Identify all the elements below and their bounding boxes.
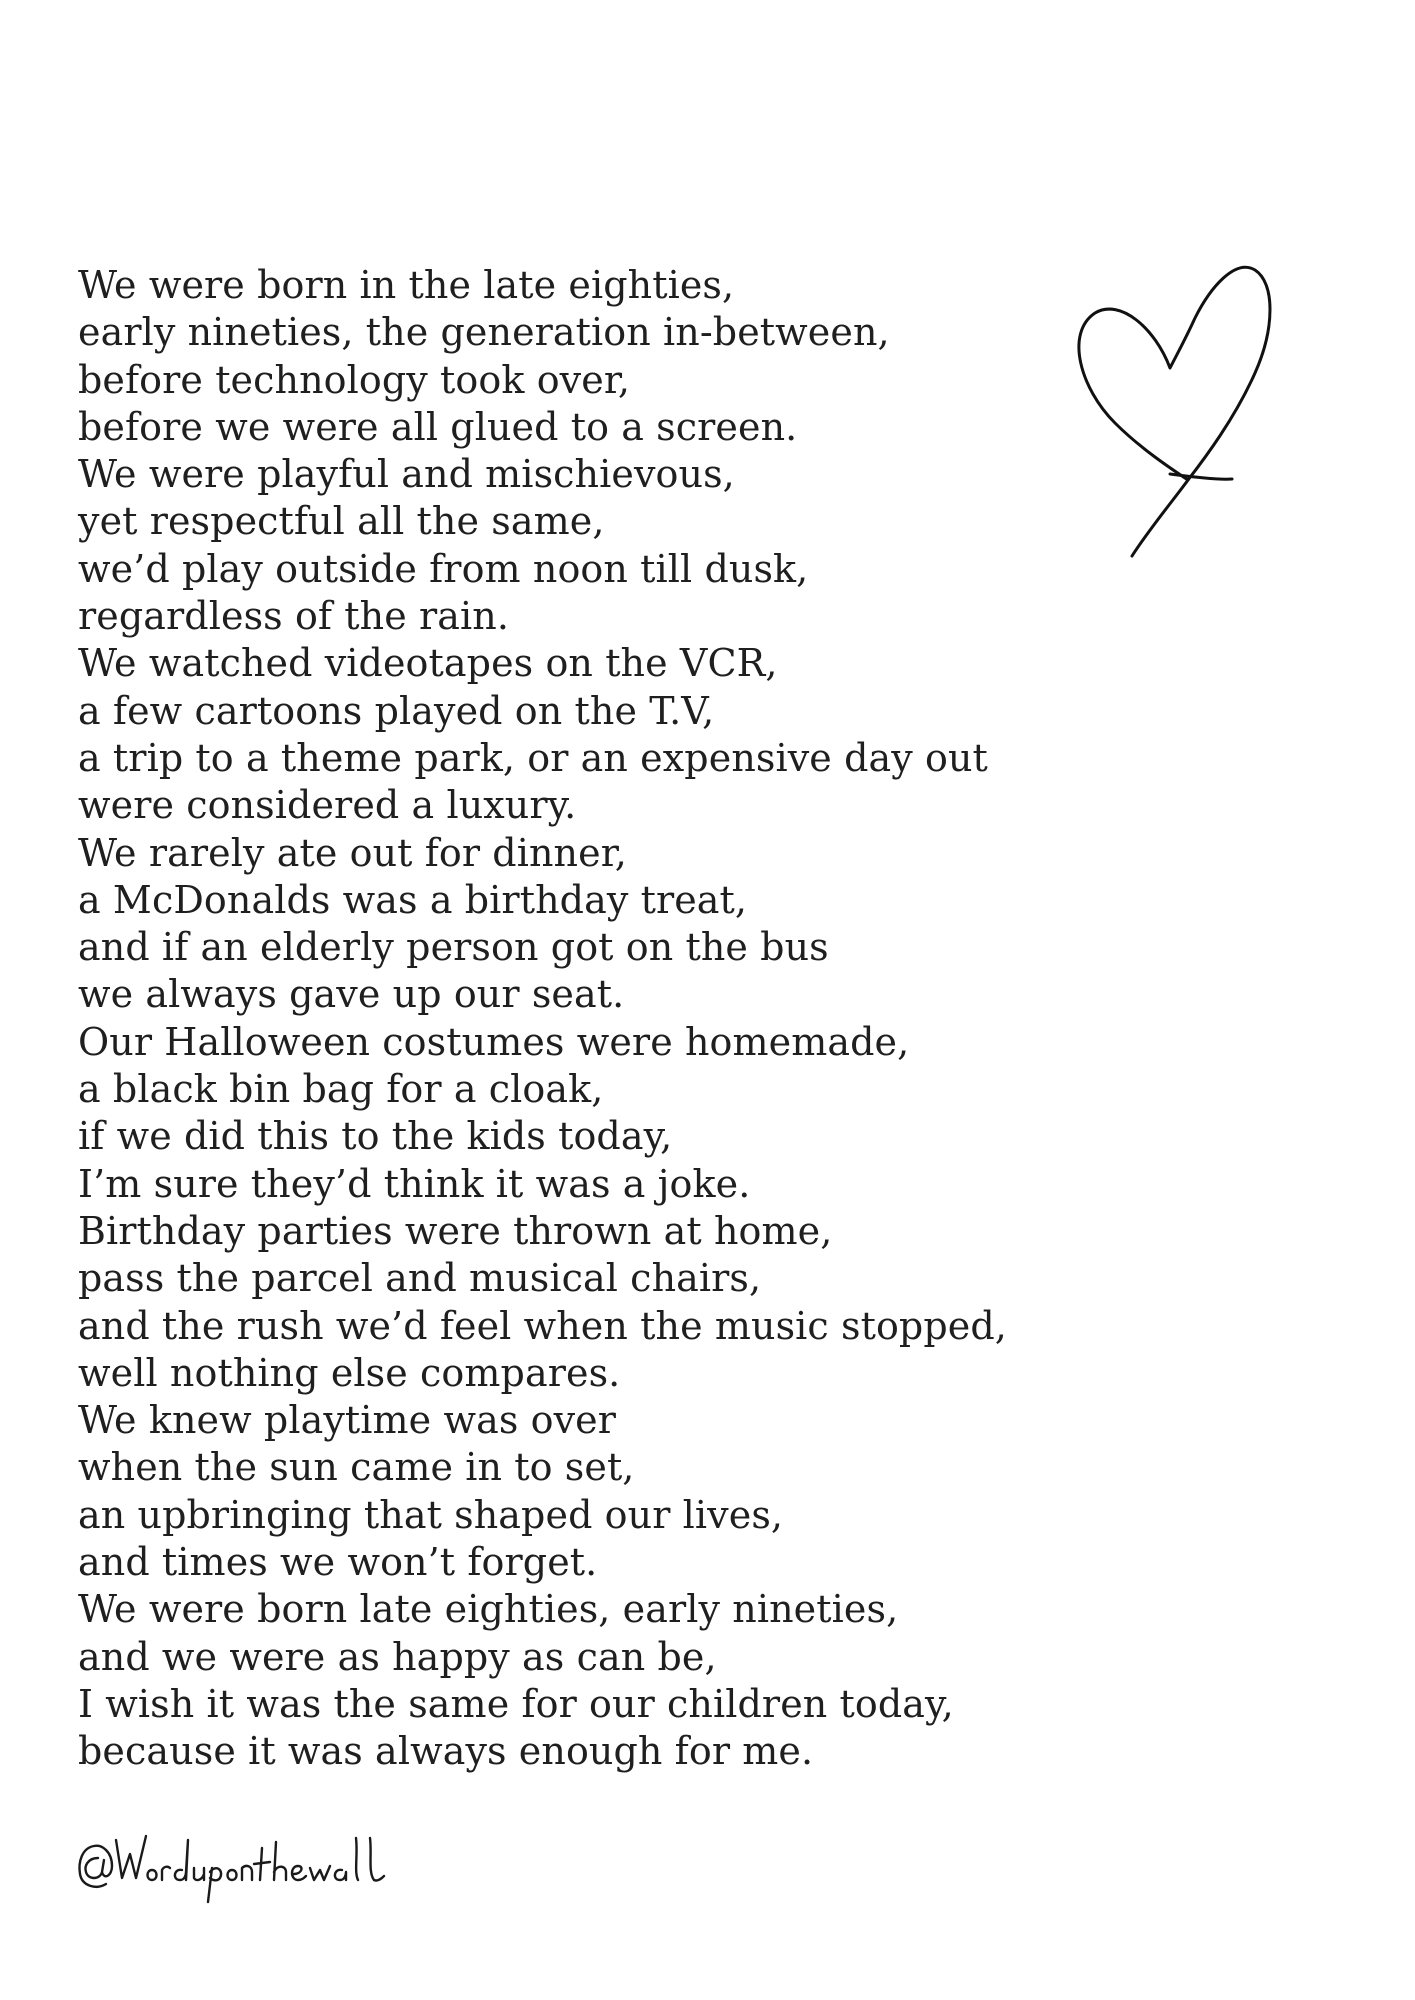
poem-line: before we were all glued to a screen. bbox=[78, 404, 798, 449]
signature-logo bbox=[76, 1818, 416, 1904]
poem-line: We were born in the late eighties, bbox=[78, 263, 735, 307]
poem-line: and we were as happy as can be, bbox=[78, 1634, 717, 1679]
poem-line: We knew playtime was over bbox=[78, 1398, 617, 1443]
poem-line: and if an elderly person got on the bus bbox=[78, 925, 829, 970]
poem-line: a black bin bag for a cloak, bbox=[78, 1067, 604, 1112]
poem-line: a trip to a theme park, or an expensive day out bbox=[78, 735, 988, 780]
poem-line: early nineties, the generation in-between, bbox=[78, 310, 890, 355]
poem-line: We watched videotapes on the VCR, bbox=[78, 641, 778, 686]
poem-line: We were playful and mischievous, bbox=[78, 452, 735, 497]
poem-line: an upbringing that shaped our lives, bbox=[78, 1492, 784, 1537]
poem-line: regardless of the rain. bbox=[78, 594, 510, 639]
poem-line: Birthday parties were thrown at home, bbox=[78, 1208, 833, 1253]
poem-line: and times we won’t forget. bbox=[78, 1540, 598, 1585]
poem-line: before technology took over, bbox=[78, 357, 631, 402]
poem-line: Our Halloween costumes were homemade, bbox=[78, 1019, 910, 1064]
poem-line: and the rush we’d feel when the music stopped, bbox=[78, 1303, 1007, 1348]
poem-line: were considered a luxury. bbox=[78, 783, 577, 828]
poem-line: I’m sure they’d think it was a joke. bbox=[78, 1161, 751, 1206]
poem-line: I wish it was the same for our children today, bbox=[78, 1681, 954, 1726]
heart-icon bbox=[1070, 258, 1310, 558]
poem-body bbox=[78, 262, 1178, 1776]
poem-line: we always gave up our seat. bbox=[78, 972, 625, 1017]
poem-line: if we did this to the kids today, bbox=[78, 1114, 673, 1159]
poem-line: yet respectful all the same, bbox=[78, 499, 605, 544]
poem-line: pass the parcel and musical chairs, bbox=[78, 1256, 762, 1301]
poem-line: because it was always enough for me. bbox=[78, 1729, 814, 1774]
poem-line: well nothing else compares. bbox=[78, 1350, 621, 1395]
poem-line: we’d play outside from noon till dusk, bbox=[78, 546, 809, 591]
poem-line: We were born late eighties, early nineties, bbox=[78, 1587, 899, 1632]
poem-line: a McDonalds was a birthday treat, bbox=[78, 877, 748, 922]
poem-line: a few cartoons played on the T.V, bbox=[78, 688, 715, 733]
poem-line: when the sun came in to set, bbox=[78, 1445, 635, 1490]
poem-line: We rarely ate out for dinner, bbox=[78, 830, 627, 875]
